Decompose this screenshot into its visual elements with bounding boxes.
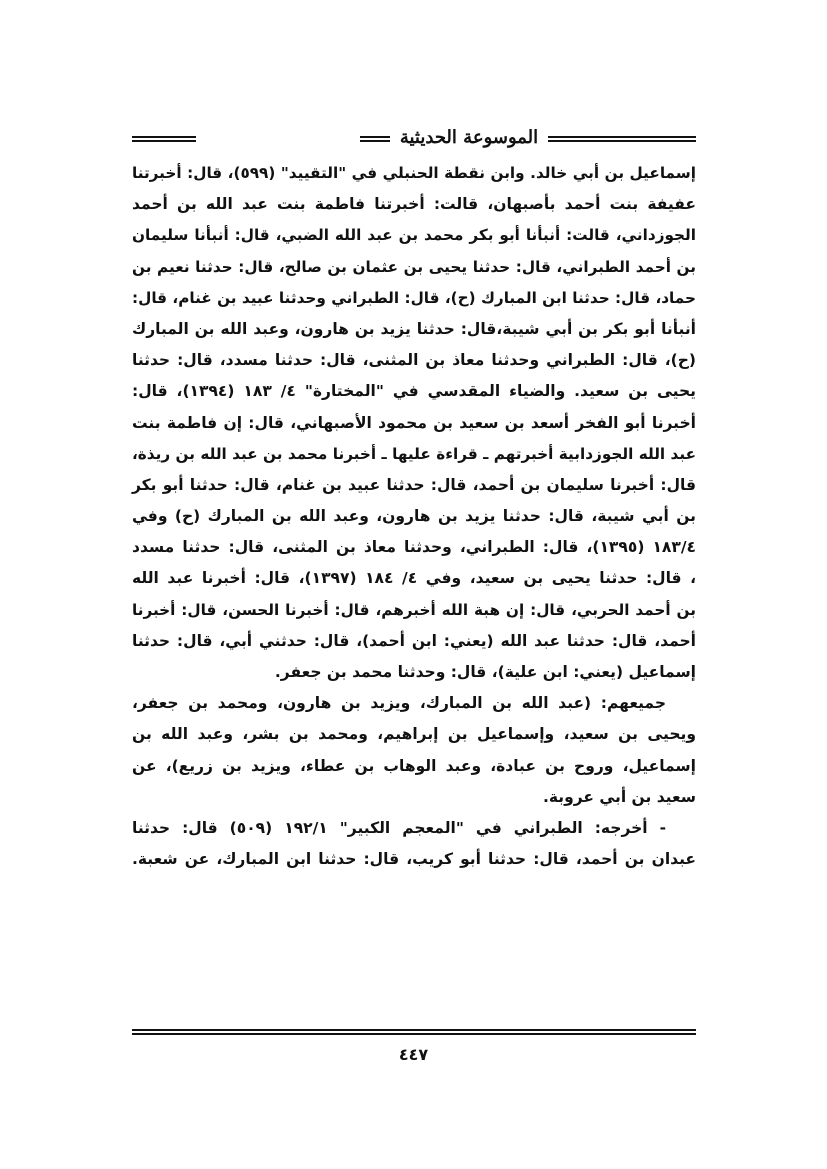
text-line: إسماعيل بن أبي خالد. وابن نقطة الحنبلي في "التقييد" (٥٩٩)، قال: أخبرتنا bbox=[132, 164, 696, 182]
text-line: إسماعيل (يعني: ابن علية)، قال: وحدثنا محمد بن جعفر. bbox=[274, 663, 696, 681]
text-line: بن أحمد الحربي، قال: إن هبة الله أخبرهم، قال: أخبرنا الحسن، قال: أخبرنا bbox=[132, 600, 696, 619]
text-line: أخبرنا أبو الفخر أسعد بن سعيد بن محمود الأصبهاني، قال: إن فاطمة بنت bbox=[132, 413, 696, 432]
text-line: بن أحمد الطبراني، قال: حدثنا يحيى بن عثمان بن صالح، قال: حدثنا نعيم بن bbox=[132, 257, 696, 276]
text-line: عبد الله الجوزدابية أخبرتهم ـ قراءة عليها ـ أخبرنا محمد بن عبد الله بن ريذة، bbox=[132, 444, 696, 463]
text-line: جميعهم: (عبد الله بن المبارك، ويزيد بن هارون، ومحمد بن جعفر، bbox=[132, 694, 666, 713]
text-line: الجوزداني، قالت: أنبأنا أبو بكر محمد بن عبد الله الضبي، قال: أنبأنا سليمان bbox=[132, 226, 696, 245]
text-line: ١٨٣/٤ (١٣٩٥)، قال: الطبراني، وحدثنا معاذ بن المثنى، قال: حدثنا مسدد bbox=[132, 538, 696, 557]
header-title: الموسوعة الحديثية bbox=[390, 127, 548, 148]
text-line: عفيفة بنت أحمد بأصبهان، قالت: أخبرتنا فاطمة بنت عبد الله بن أحمد bbox=[132, 195, 696, 214]
text-line: (ح)، قال: الطبراني وحدثنا معاذ بن المثنى، قال: حدثنا مسدد، قال: حدثنا bbox=[132, 351, 696, 370]
text-line: عبدان بن أحمد، قال: حدثنا أبو كريب، قال: حدثنا ابن المبارك، عن شعبة. bbox=[132, 850, 696, 869]
text-line: سعيد بن أبي عروبة. bbox=[542, 787, 696, 806]
text-line: حماد، قال: حدثنا ابن المبارك (ح)، قال: الطبراني وحدثنا عبيد بن غنام، قال: bbox=[132, 288, 696, 307]
footer-rule bbox=[132, 1029, 696, 1035]
text-line: إسماعيل، وروح بن عبادة، وعبد الوهاب بن عطاء، ويزيد بن زريع)، عن bbox=[132, 756, 696, 775]
text-line: - أخرجه: الطبراني في "المعجم الكبير" ١٩٢/١ (٥٠٩) قال: حدثنا bbox=[132, 818, 667, 837]
text-line: أحمد، قال: حدثنا عبد الله (يعني: ابن أحمد)، قال: حدثني أبي، قال: حدثنا bbox=[132, 631, 696, 650]
text-line: أنبأنا أبو بكر بن أبي شيبة،قال: حدثنا يزيد بن هارون، وعبد الله بن المبارك bbox=[132, 319, 696, 338]
text-line: يحيى بن سعيد. والضياء المقدسي في "المختارة" ٤/ ١٨٣ (١٣٩٤)، قال: bbox=[132, 382, 696, 401]
text-line: ، قال: حدثنا يحيى بن سعيد، وفي ٤/ ١٨٤ (١٣٩٧)، قال: أخبرنا عبد الله bbox=[132, 569, 697, 588]
text-line: قال: أخبرنا سليمان بن أحمد، قال: حدثنا عبيد بن غنام، قال: حدثنا أبو بكر bbox=[132, 475, 696, 494]
text-line: ويحيى بن سعيد، وإسماعيل بن إبراهيم، ومحمد بن بشر، وعبد الله بن bbox=[132, 725, 696, 744]
body-text bbox=[132, 158, 696, 875]
header-rule-left bbox=[132, 136, 196, 142]
text-line: بن أبي شيبة، قال: حدثنا يزيد بن هارون، وعبد الله بن المبارك (ح) وفي bbox=[132, 507, 696, 526]
page-number: ٤٤٧ bbox=[398, 1045, 429, 1064]
